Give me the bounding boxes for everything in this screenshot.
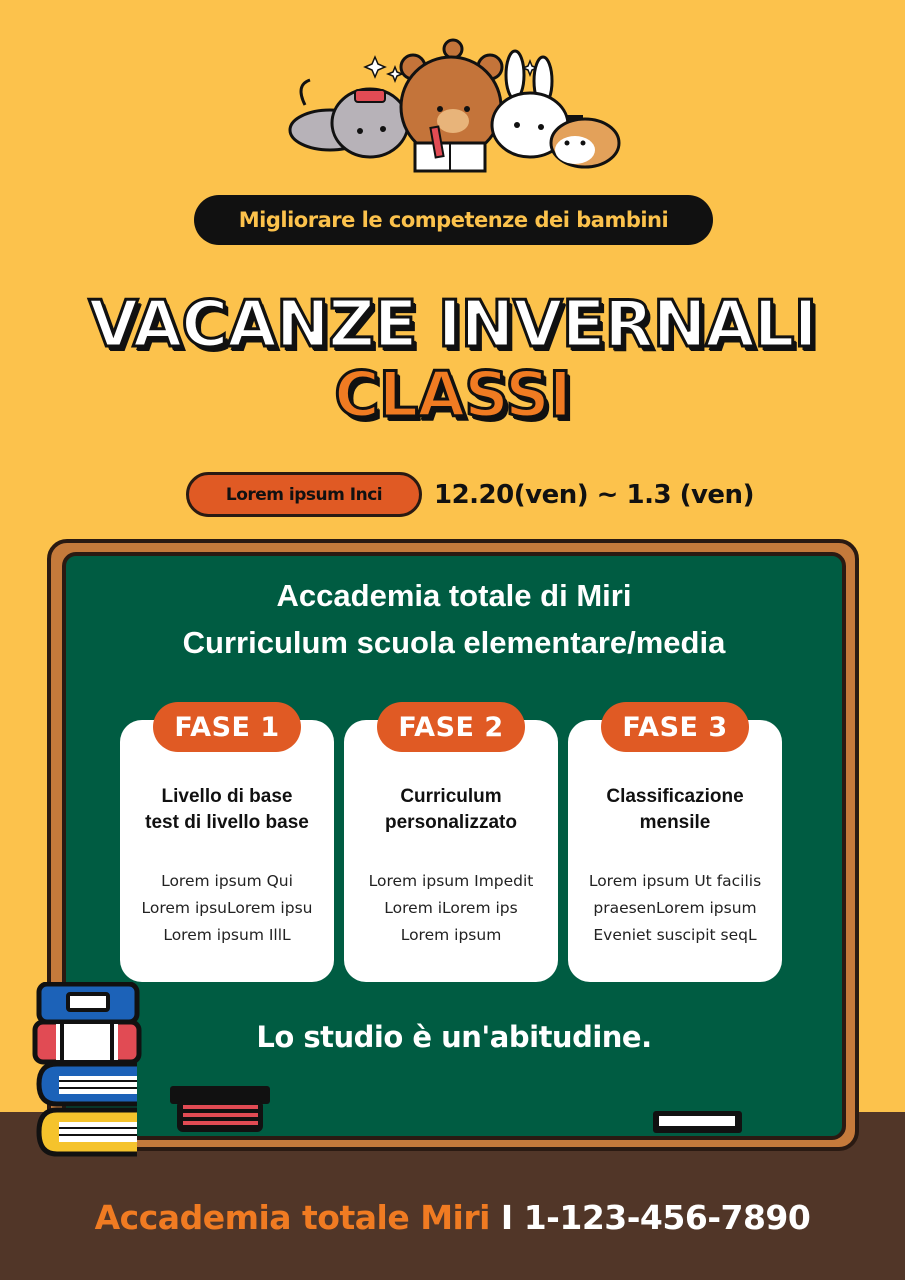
phase-body: Lorem ipsum Ut facilis praesenLorem ipsum Eveniet suscipit seqL <box>588 872 762 944</box>
book-stack-icon <box>32 982 146 1162</box>
schedule-pill: Lorem ipsum Inci <box>186 472 422 517</box>
footer-academy-name: Accademia totale Miri <box>94 1198 490 1237</box>
schedule-row <box>186 472 754 517</box>
phase-badge-2: FASE 2 <box>377 702 525 752</box>
board-title-line1: Accademia totale di Miri <box>276 578 632 613</box>
chalk-icon <box>653 1111 742 1133</box>
phase-badge-3: FASE 3 <box>601 702 749 752</box>
phase-card-1 <box>120 720 334 982</box>
phase-card-3 <box>568 720 782 982</box>
phase-card-2 <box>344 720 558 982</box>
phase-heading: Classificazione mensile <box>606 786 744 833</box>
motto: Lo studio è un'abitudine. <box>256 1020 652 1054</box>
schedule-dates: 12.20(ven) ~ 1.3 (ven) <box>434 479 754 510</box>
subtitle-pill: Migliorare le competenze dei bambini <box>194 195 713 245</box>
footer-contact <box>0 1198 905 1237</box>
phase-body: Lorem ipsum Impedit Lorem iLorem ips Lorem ipsum <box>368 872 534 944</box>
footer-phone: I 1-123-456-7890 <box>489 1198 811 1237</box>
phase-heading: Curriculum personalizzato <box>385 786 517 833</box>
phase-heading: Livello di base test di livello base <box>145 786 309 833</box>
title-sub: CLASSI <box>334 358 571 431</box>
phase-body: Lorem ipsum Qui Lorem ipsuLorem ipsu Lorem ipsum IllL <box>141 872 313 944</box>
eraser-icon <box>170 1086 274 1134</box>
title-main: VACANZE INVERNALI <box>88 288 817 362</box>
board-title-line2: Curriculum scuola elementare/media <box>182 625 726 660</box>
study-animals-icon <box>285 35 625 180</box>
phase-badge-1: FASE 1 <box>153 702 301 752</box>
